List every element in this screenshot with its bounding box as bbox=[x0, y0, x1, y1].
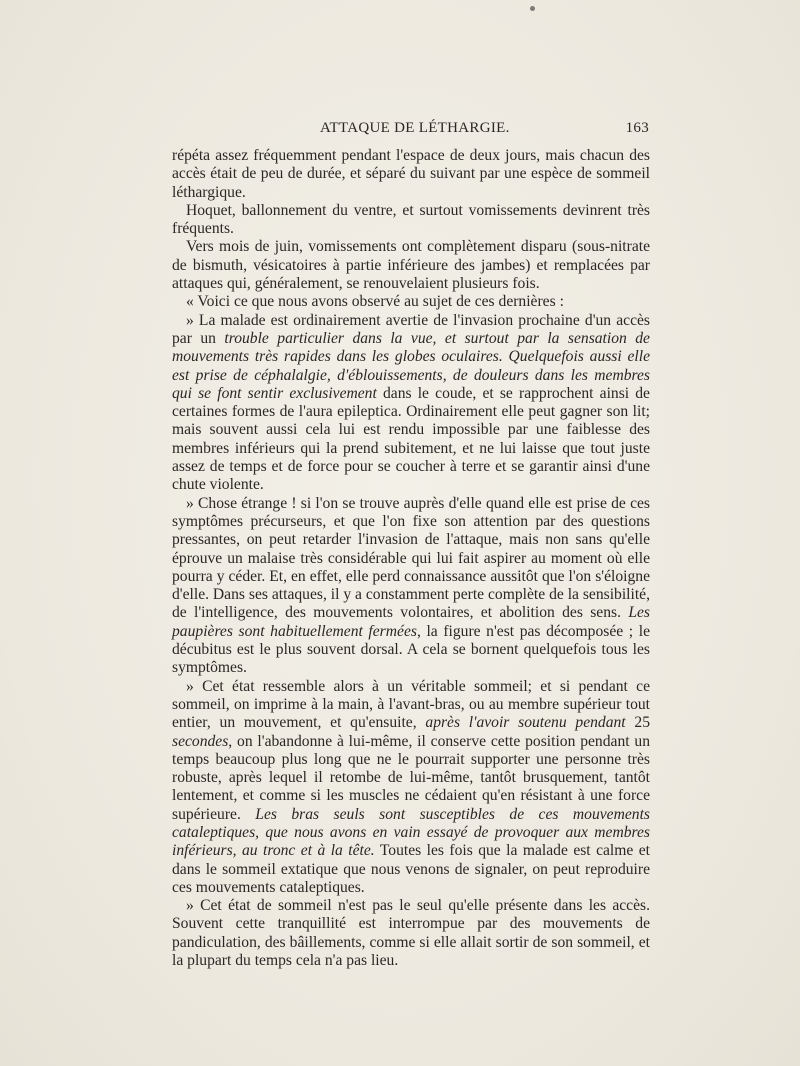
paragraph bbox=[172, 293, 650, 311]
running-title: ATTAQUE DE LÉTHARGIE. bbox=[320, 120, 510, 136]
paragraph-text: « Voici ce que nous avons observé au sujet de ces dernières : bbox=[186, 293, 564, 311]
paragraph-text: » Chose étrange ! si l'on se trouve auprès d'elle quand elle est prise de ces symptômes précurseurs, et que l'on fixe son attention par des questions pressantes, on peut retarder l'invasion de l'attaque, mais non sans qu'elle éprouve un malaise très considérable qui lui fait aspirer au moment où elle pourra y céder. Et, en effet, elle perd connaissance aussitôt que l'on s'éloigne d'elle. Dans ses attaques, il y a constamment perte complète de la sensibilité, de l'intelligence, des mouvements volontaires, et abolition des sens. bbox=[172, 494, 650, 622]
paragraph-text: Hoquet, ballonnement du ventre, et surtout vomissements devinrent très fréquents. bbox=[172, 201, 650, 238]
paragraph bbox=[172, 202, 650, 239]
paragraph bbox=[172, 678, 650, 898]
paragraph bbox=[172, 312, 650, 495]
paragraph bbox=[172, 897, 650, 970]
paragraph bbox=[172, 495, 650, 678]
paragraph-text: Vers mois de juin, vomissements ont complètement disparu (sous-nitrate de bismuth, vésicatoires à partie inférieure des jambes) et remplacées par attaques qui, généralement, se renouvelaient plusieurs fois. bbox=[172, 238, 650, 293]
italic-text: Les paupières sont habituellement fermées bbox=[172, 604, 650, 640]
paragraph-text: » La malade est ordinairement avertie de l'invasion prochaine d'un accès par un bbox=[172, 311, 650, 347]
page-header bbox=[172, 120, 649, 142]
italic-text: secondes bbox=[172, 732, 229, 750]
italic-text: Les bras seuls sont susceptibles de ces mouvements cataleptiques, que nous avons en vain essayé de provoquer aux membres inférieurs, au tronc et à la tête. bbox=[172, 805, 650, 860]
paragraph bbox=[172, 238, 650, 293]
paragraph-text: , on l'abandonne à lui-même, il conserve cette position pendant un temps beaucoup plus long que ne le pourrait supporter une personne très robuste, après lequel il retombe de lui-même, tantôt brusquement, tantôt lentement, et comme si les muscles ne cédaient qu'en résistant à une force supérieure. bbox=[172, 732, 650, 823]
body-text bbox=[172, 147, 650, 970]
italic-text: après l'avoir soutenu pendant bbox=[425, 714, 626, 732]
ink-spot bbox=[530, 6, 535, 11]
paragraph-text: » Cet état de sommeil n'est pas le seul qu'elle présente dans les accès. Souvent cette tranquillité est interrompue par des mouvements de pandiculation, des bâillements, comme si elle allait sortir de son sommeil, et la plupart du temps cela n'a pas lieu. bbox=[172, 897, 650, 970]
paragraph-text: 25 bbox=[625, 714, 650, 732]
italic-text: trouble particulier dans la vue, et surtout par la sensation de mouvements très rapides dans les globes oculaires. Quelquefois aussi elle est prise de céphalalgie, d'éblouissements, de douleurs dans les membres qui se font sentir exclusivement bbox=[172, 329, 650, 402]
paragraph-text: dans le coude, et se rapprochent ainsi de certaines formes de l'aura epileptica. Ordinairement elle peut gagner son lit; mais souvent aussi cela lui est rendu impossible par une faiblesse des membres inférieurs qui la prend subitement, et ne lui laisse que tout juste assez de temps et de force pour se coucher à terre et se garantir ainsi d'une chute violente. bbox=[172, 384, 650, 494]
paragraph-text: , la figure n'est pas décomposée ; le décubitus est le plus souvent dorsal. A cela se bornent quelquefois tous les symptômes. bbox=[172, 622, 651, 677]
paragraph-text: Toutes les fois que la malade est calme et dans le sommeil extatique que nous venons de signaler, on peut reproduire ces mouvements cataleptiques. bbox=[172, 842, 650, 896]
page-number: 163 bbox=[625, 120, 649, 136]
paragraph-text: » Cet état ressemble alors à un véritable sommeil; et si pendant ce sommeil, on imprime à la main, à l'avant-bras, ou au membre supérieur tout entier, un mouvement, et qu'ensuite, bbox=[172, 677, 650, 732]
paragraph bbox=[172, 147, 650, 202]
paragraph-text: répéta assez fréquemment pendant l'espace de deux jours, mais chacun des accès était de peu de durée, et séparé du suivant par une espèce de sommeil léthargique. bbox=[172, 147, 650, 201]
